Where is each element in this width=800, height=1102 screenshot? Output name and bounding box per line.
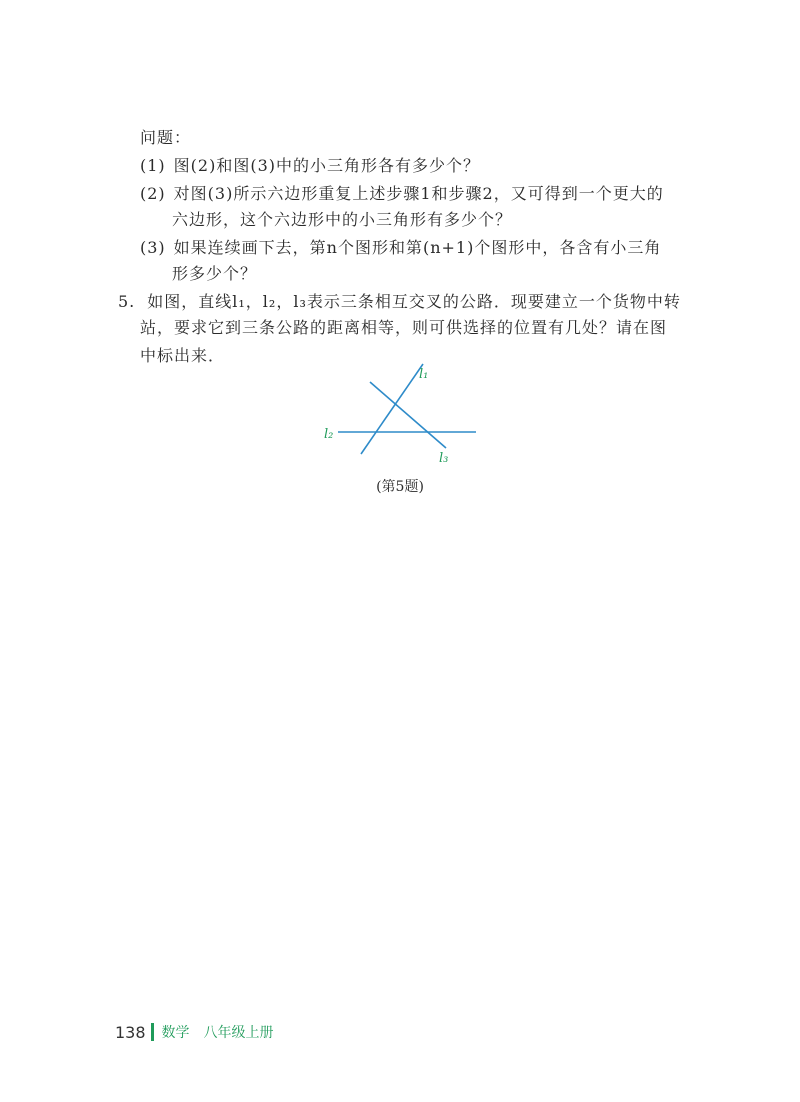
problem-5-line-3: 中标出来． <box>140 346 226 365</box>
problem-5-line-2: 站，要求它到三条公路的距离相等，则可供选择的位置有几处？请在图 <box>140 318 668 337</box>
question-3-text-1: 如果连续画下去，第n个图形和第(n+1)个图形中，各含有小三角 <box>173 238 662 257</box>
road-line-l1 <box>361 364 423 454</box>
question-1 <box>140 156 480 176</box>
question-1-text: 图(2)和图(3)中的小三角形各有多少个？ <box>173 156 481 175</box>
question-2-line-1 <box>140 184 664 204</box>
problem-5-line-1 <box>118 292 681 312</box>
book-title: 数学 <box>161 1025 190 1041</box>
figure-caption: (第5题) <box>376 479 424 495</box>
questions-heading: 问题： <box>140 128 192 147</box>
problem-5-text-1: 如图，直线l₁，l₂，l₃表示三条相互交叉的公路．现要建立一个货物中转 <box>147 292 681 311</box>
label-l2: l₂ <box>324 427 334 442</box>
question-2-line-2: 六边形，这个六边形中的小三角形有多少个？ <box>172 210 513 229</box>
question-3-line-2: 形多少个？ <box>172 264 258 283</box>
question-2-text-1: 对图(3)所示六边形重复上述步骤1和步骤2，又可得到一个更大的 <box>173 184 664 203</box>
footer-divider <box>151 1023 154 1041</box>
book-grade: 八年级上册 <box>203 1025 274 1041</box>
page-number: 138 <box>115 1022 146 1042</box>
question-3-number: (3) <box>140 238 166 257</box>
problem-5-number: 5. <box>118 292 136 311</box>
question-1-number: (1) <box>140 156 166 175</box>
page-footer <box>115 1020 274 1044</box>
label-l1: l₁ <box>419 367 429 382</box>
three-roads-figure <box>318 362 488 472</box>
label-l3: l₃ <box>439 451 449 466</box>
question-2-number: (2) <box>140 184 166 203</box>
question-3-line-1 <box>140 238 661 258</box>
road-line-l3 <box>370 382 446 448</box>
